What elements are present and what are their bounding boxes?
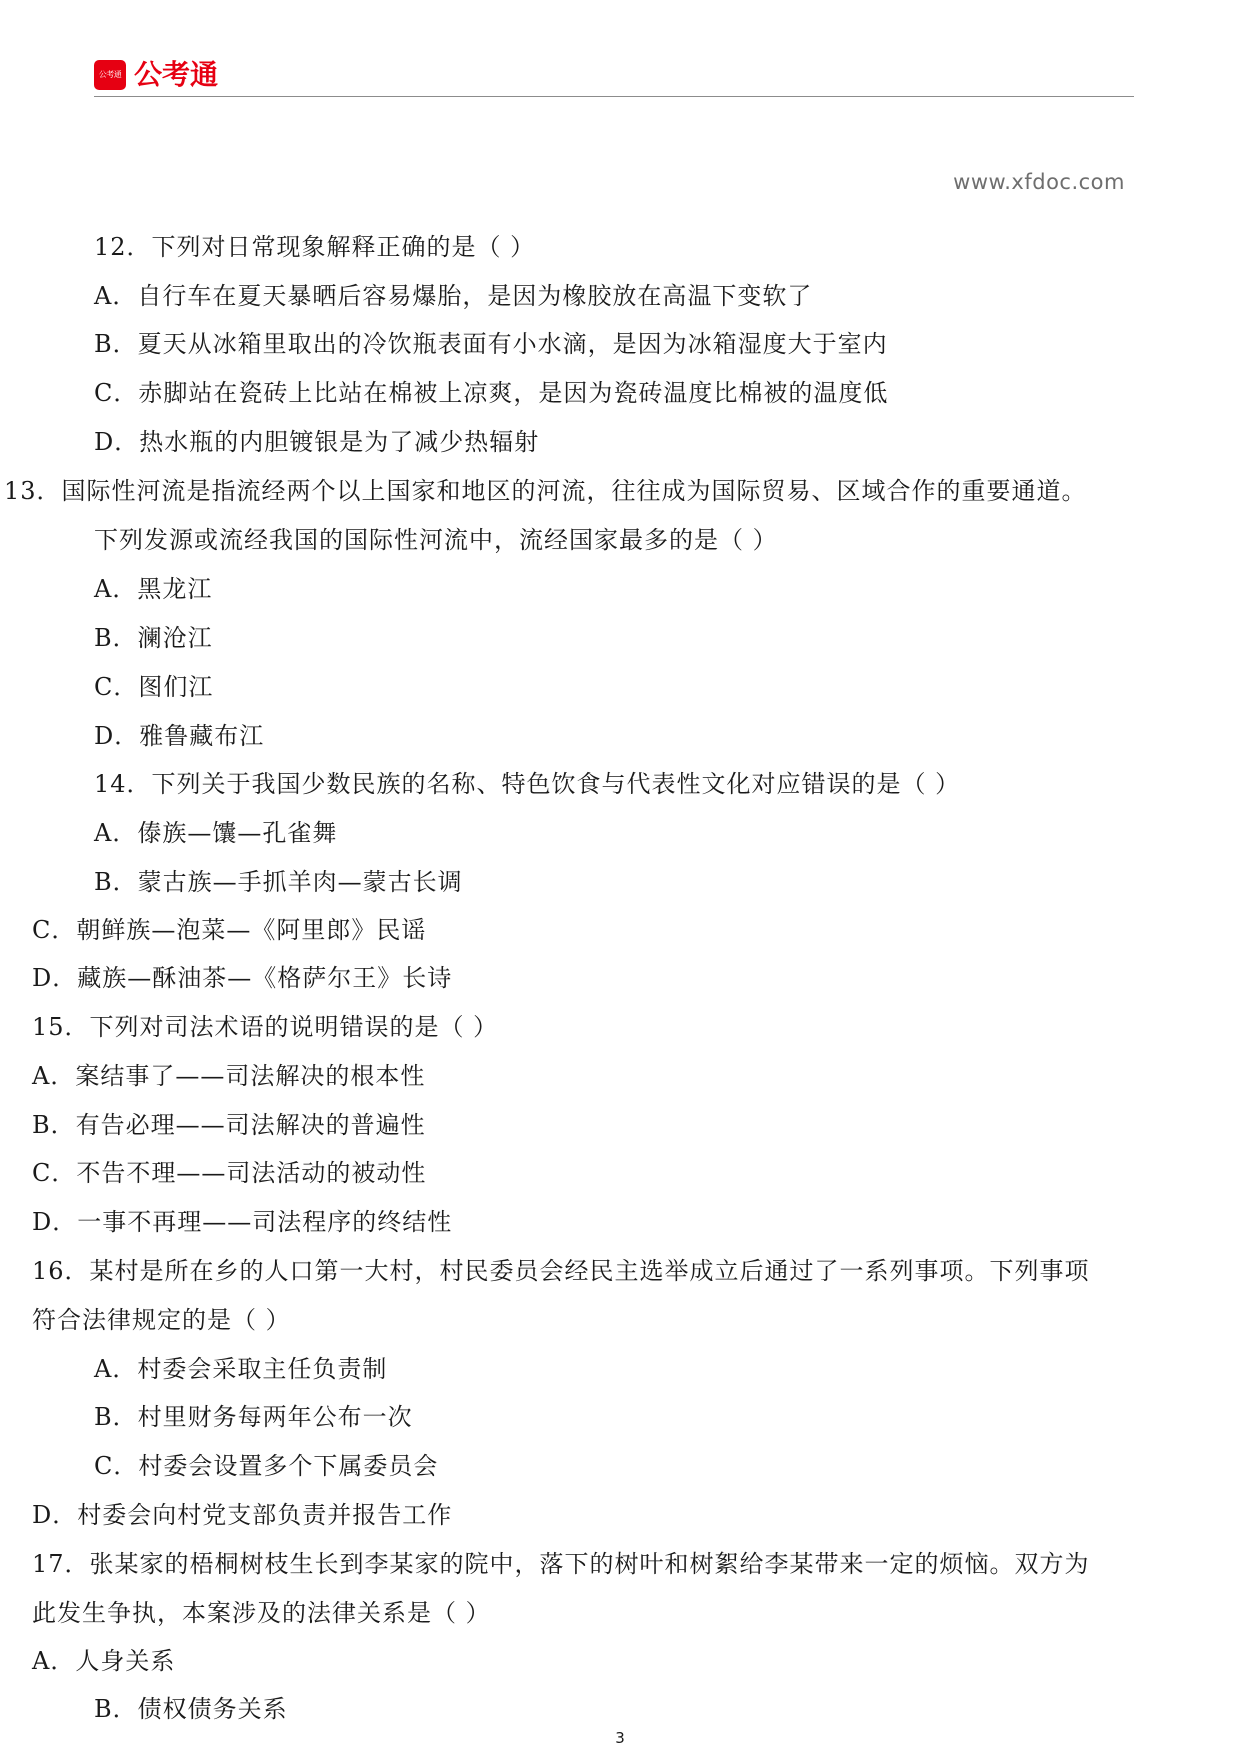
question-12-option-a: A．自行车在夏天暴晒后容易爆胎，是因为橡胶放在高温下变软了	[94, 282, 813, 310]
question-13-option-d: D．雅鲁藏布江	[94, 722, 265, 750]
question-15-option-d: D．一事不再理——司法程序的终结性	[32, 1208, 453, 1236]
site-url: www.xfdoc.com	[953, 170, 1125, 194]
question-16-option-d: D．村委会向村党支部负责并报告工作	[32, 1501, 453, 1529]
question-16-option-a: A．村委会采取主任负责制	[94, 1355, 388, 1383]
question-16-stem-line-2: 符合法律规定的是（ ）	[32, 1306, 291, 1334]
question-14-option-c: C．朝鲜族—泡菜—《阿里郎》民谣	[32, 916, 427, 944]
question-17-option-b: B．债权债务关系	[94, 1695, 288, 1723]
question-15-option-a: A．案结事了——司法解决的根本性	[32, 1062, 426, 1090]
question-15-option-c: C．不告不理——司法活动的被动性	[32, 1159, 427, 1187]
question-14-option-d: D．藏族—酥油茶—《格萨尔王》长诗	[32, 964, 453, 992]
question-13-stem-line-1: 13．国际性河流是指流经两个以上国家和地区的河流，往往成为国际贸易、区域合作的重要通道。	[4, 477, 1087, 505]
question-12-option-b: B．夏天从冰箱里取出的冷饮瓶表面有小水滴，是因为冰箱湿度大于室内	[94, 330, 888, 358]
question-13-option-c: C．图们江	[94, 673, 214, 701]
question-16-option-b: B．村里财务每两年公布一次	[94, 1403, 413, 1431]
question-14-stem: 14．下列关于我国少数民族的名称、特色饮食与代表性文化对应错误的是（ ）	[94, 770, 961, 798]
question-13-stem-line-2: 下列发源或流经我国的国际性河流中，流经国家最多的是（ ）	[94, 526, 778, 554]
question-14-option-a: A．傣族—馕—孔雀舞	[94, 819, 338, 847]
question-12-option-d: D．热水瓶的内胆镀银是为了减少热辐射	[94, 428, 540, 456]
question-12-option-c: C．赤脚站在瓷砖上比站在棉被上凉爽，是因为瓷砖温度比棉被的温度低	[94, 379, 889, 407]
question-13-option-b: B．澜沧江	[94, 624, 213, 652]
logo-icon: 公考通	[94, 60, 126, 90]
question-17-option-a: A．人身关系	[32, 1647, 176, 1675]
question-13-option-a: A．黑龙江	[94, 575, 213, 603]
page-number: 3	[615, 1729, 625, 1747]
question-12-stem: 12．下列对日常现象解释正确的是（ ）	[94, 233, 536, 261]
question-15-stem: 15．下列对司法术语的说明错误的是（ ）	[32, 1013, 499, 1041]
question-17-stem-line-1: 17．张某家的梧桐树枝生长到李某家的院中，落下的树叶和树絮给李某带来一定的烦恼。双方为	[32, 1550, 1090, 1578]
question-16-option-c: C．村委会设置多个下属委员会	[94, 1452, 439, 1480]
question-15-option-b: B．有告必理——司法解决的普遍性	[32, 1111, 426, 1139]
logo-wordmark: 公考通	[134, 58, 219, 91]
question-16-stem-line-1: 16．某村是所在乡的人口第一大村，村民委员会经民主选举成立后通过了一系列事项。下列事项	[32, 1257, 1090, 1285]
header-divider	[94, 96, 1134, 97]
question-17-stem-line-2: 此发生争执，本案涉及的法律关系是（ ）	[32, 1599, 491, 1627]
question-14-option-b: B．蒙古族—手抓羊肉—蒙古长调	[94, 868, 463, 896]
page-header	[94, 58, 1134, 98]
